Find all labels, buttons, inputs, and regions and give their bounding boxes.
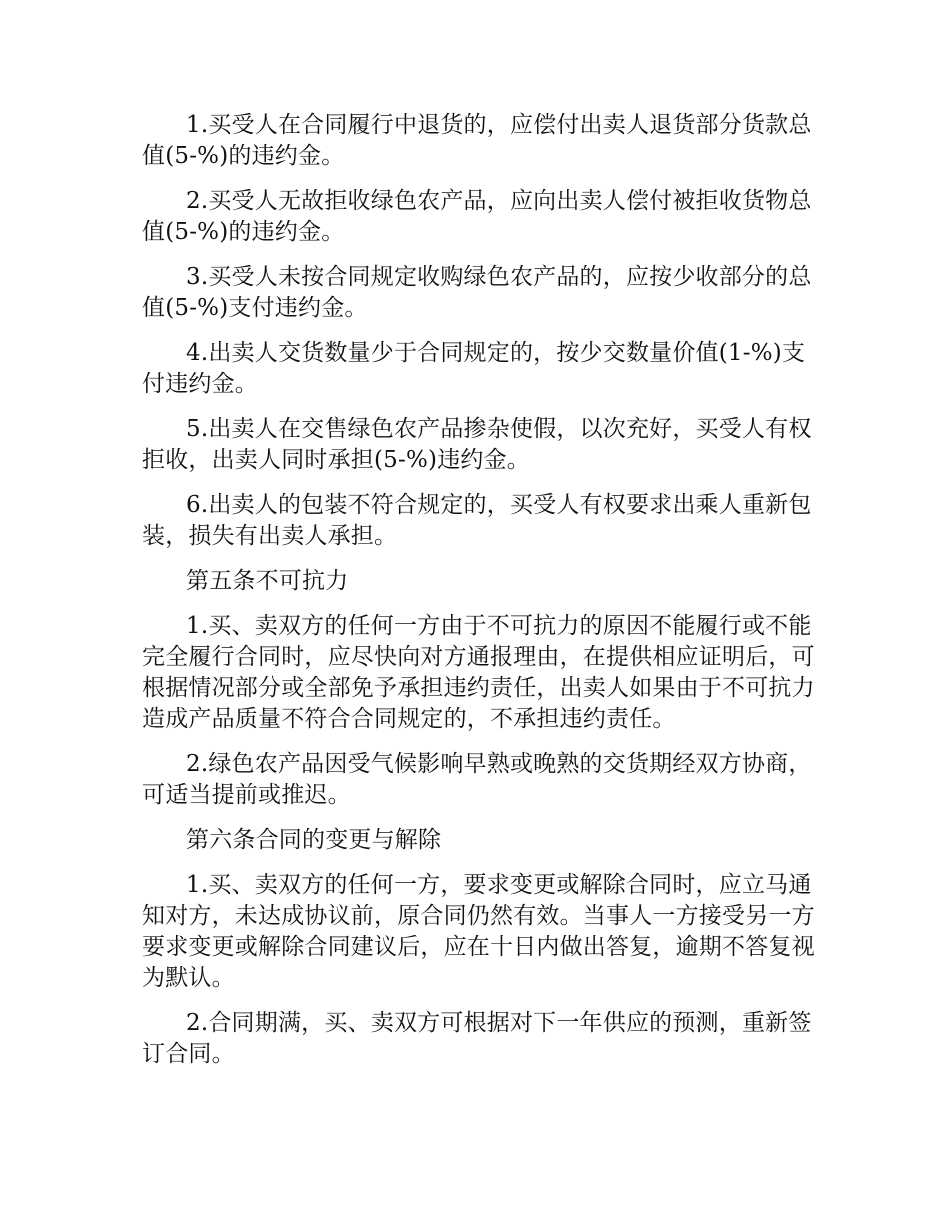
change-termination-paragraph-2: 2.合同期满，买、卖双方可根据对下一年供应的预测，重新签订合同。: [142, 1010, 812, 1067]
clause-paragraph-2: 2.买受人无故拒收绿色农产品，应向出卖人偿付被拒收货物总值(5-%)的违约金。: [142, 188, 812, 245]
force-majeure-paragraph-1: 1.买、卖双方的任何一方由于不可抗力的原因不能履行或不能完全履行合同时，应尽快向对方通报理由，在提供相应证明后，可根据情况部分或全部免予承担违约责任，出卖人如果由于不可抗力造成产品质量不符合合同规定的，不承担违约责任。: [142, 613, 815, 732]
article-5-heading: 第五条不可抗力: [186, 568, 349, 594]
force-majeure-paragraph-2: 2.绿色农产品因受气候影响早熟或晚熟的交货期经双方协商，可适当提前或推迟。: [142, 751, 812, 808]
clause-paragraph-1: 1.买受人在合同履行中退货的，应偿付出卖人退货部分货款总值(5-%)的违约金。: [142, 112, 812, 169]
clause-paragraph-3: 3.买受人未按合同规定收购绿色农产品的，应按少收部分的总值(5-%)支付违约金。: [142, 264, 812, 321]
clause-paragraph-5: 5.出卖人在交售绿色农产品掺杂使假，以次充好，买受人有权拒收，出卖人同时承担(5-%)违约金。: [142, 416, 812, 473]
change-termination-paragraph-1: 1.买、卖双方的任何一方，要求变更或解除合同时，应立马通知对方，未达成协议前，原合同仍然有效。当事人一方接受另一方要求变更或解除合同建议后，应在十日内做出答复，逾期不答复视为默认。: [142, 872, 815, 991]
document-page: [142, 110, 822, 1084]
clause-paragraph-4: 4.出卖人交货数量少于合同规定的，按少交数量价值(1-%)支付违约金。: [142, 340, 806, 397]
clause-paragraph-6: 6.出卖人的包装不符合规定的，买受人有权要求出乘人重新包装，损失有出卖人承担。: [142, 492, 812, 549]
article-6-heading: 第六条合同的变更与解除: [186, 827, 442, 853]
